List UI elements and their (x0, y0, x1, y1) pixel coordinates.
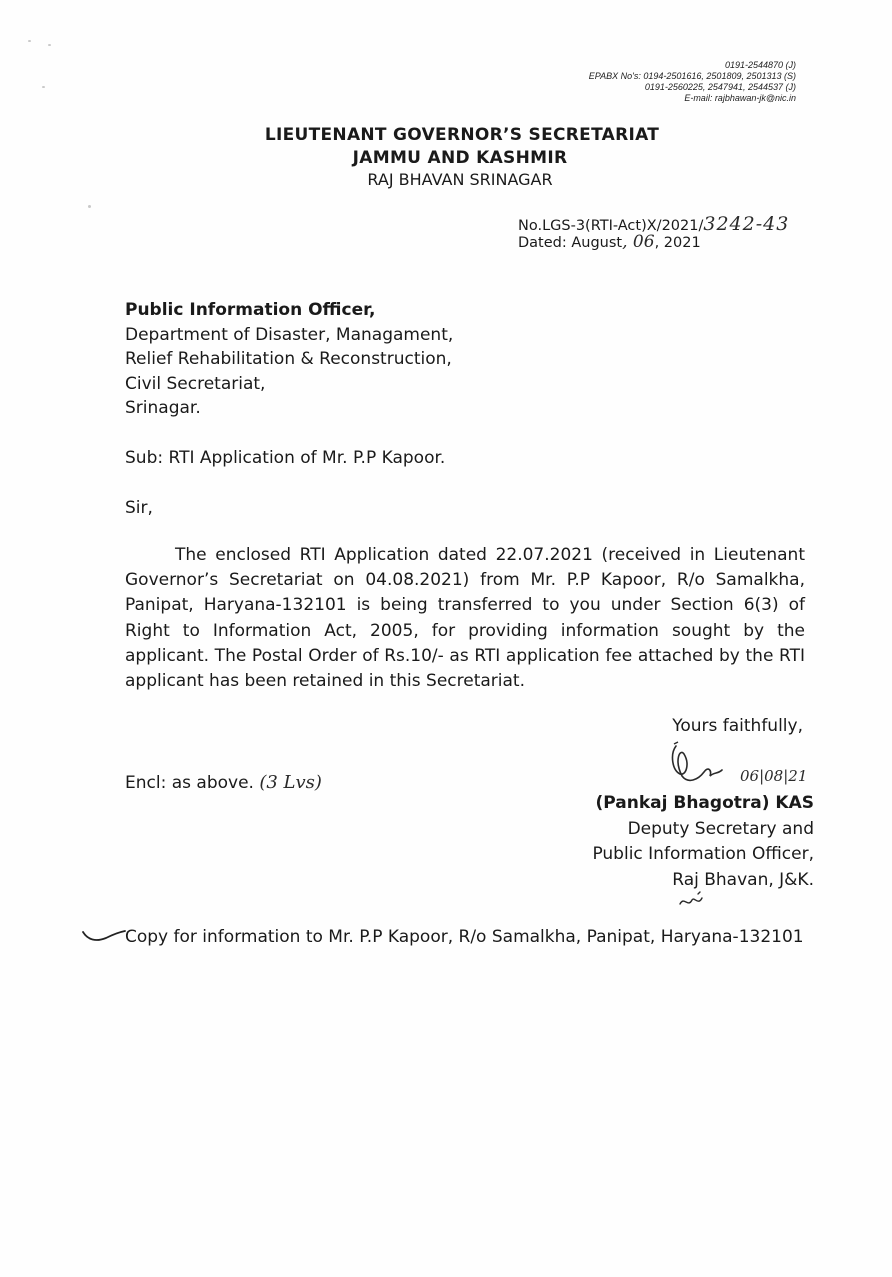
contact-block (589, 60, 796, 104)
enclosure-text: Encl: as above. (125, 773, 254, 793)
initials-scribble-icon (676, 890, 712, 912)
signatory-line: Deputy Secretary and (627, 818, 814, 839)
scan-speck (48, 44, 51, 46)
signatory-line: Public Information Officer, (592, 844, 814, 864)
contact-line: 0191-2544870 (J) (724, 60, 796, 70)
closing: Yours faithfully, (672, 716, 803, 736)
body-paragraph: The enclosed RTI Application dated 22.07.2021 (received in Lieutenant Governor’s Secretariat on 04.08.2021) from Mr. P.P Kapoor, R/o Samalkha, Panipat, Haryana-132101 is being transferred to you under Section 6(3) of Right to Information Act, 2005, for providing information sought by the applicant. The Postal Order of Rs.10/- as RTI application fee attached by the RTI applicant has been retained in this Secretariat. (125, 545, 805, 692)
addressee-line: Srinagar. (125, 398, 201, 418)
letterhead-place: RAJ BHAVAN SRINAGAR (367, 170, 553, 189)
addressee-line: Civil Secretariat, (125, 373, 266, 394)
date-suffix: , 2021 (654, 235, 701, 251)
reference-number-handwritten: 3242-43 (703, 213, 790, 235)
copy-to-line: Copy for information to Mr. P.P Kapoor, R/o Samalkha, Panipat, Haryana-132101 (125, 927, 804, 947)
signatory-line: Raj Bhavan, J&K. (672, 869, 814, 890)
signature-date: 06|08|21 (740, 767, 808, 785)
reference-number-printed: No.LGS-3(RTI-Act)X/2021/ (518, 218, 704, 234)
salutation: Sir, (125, 498, 153, 518)
tick-mark-icon (80, 922, 126, 944)
date-prefix: Dated: August (518, 235, 623, 251)
letterhead-region: JAMMU AND KASHMIR (352, 148, 568, 168)
enclosure-line (125, 772, 322, 793)
contact-line: 0191-2560225, 2547941, 2544537 (J) (644, 82, 796, 92)
reference-date (518, 232, 701, 252)
enclosure-handwritten: (3 Lvs) (259, 772, 322, 793)
addressee-block (125, 298, 453, 421)
addressee-title: Public Information Officer, (125, 300, 376, 320)
scan-speck (88, 205, 91, 208)
addressee-line: Relief Rehabilitation & Reconstruction, (125, 349, 452, 369)
addressee-line: Department of Disaster, Managament, (125, 324, 454, 345)
scan-speck (42, 86, 45, 88)
signatory-block (592, 791, 814, 893)
contact-email: E-mail: rajbhawan-jk@nic.in (684, 93, 796, 103)
date-handwritten: , 06 (622, 232, 655, 252)
contact-line: EPABX No's: 0194-2501616, 2501809, 2501313 (S) (588, 71, 796, 81)
signature-scribble-icon (668, 740, 743, 792)
signatory-name: (Pankaj Bhagotra) KAS (595, 793, 814, 813)
letterhead-title: LIEUTENANT GOVERNOR’S SECRETARIAT (264, 125, 660, 145)
scan-speck (28, 40, 31, 42)
subject-line: Sub: RTI Application of Mr. P.P Kapoor. (125, 448, 446, 468)
